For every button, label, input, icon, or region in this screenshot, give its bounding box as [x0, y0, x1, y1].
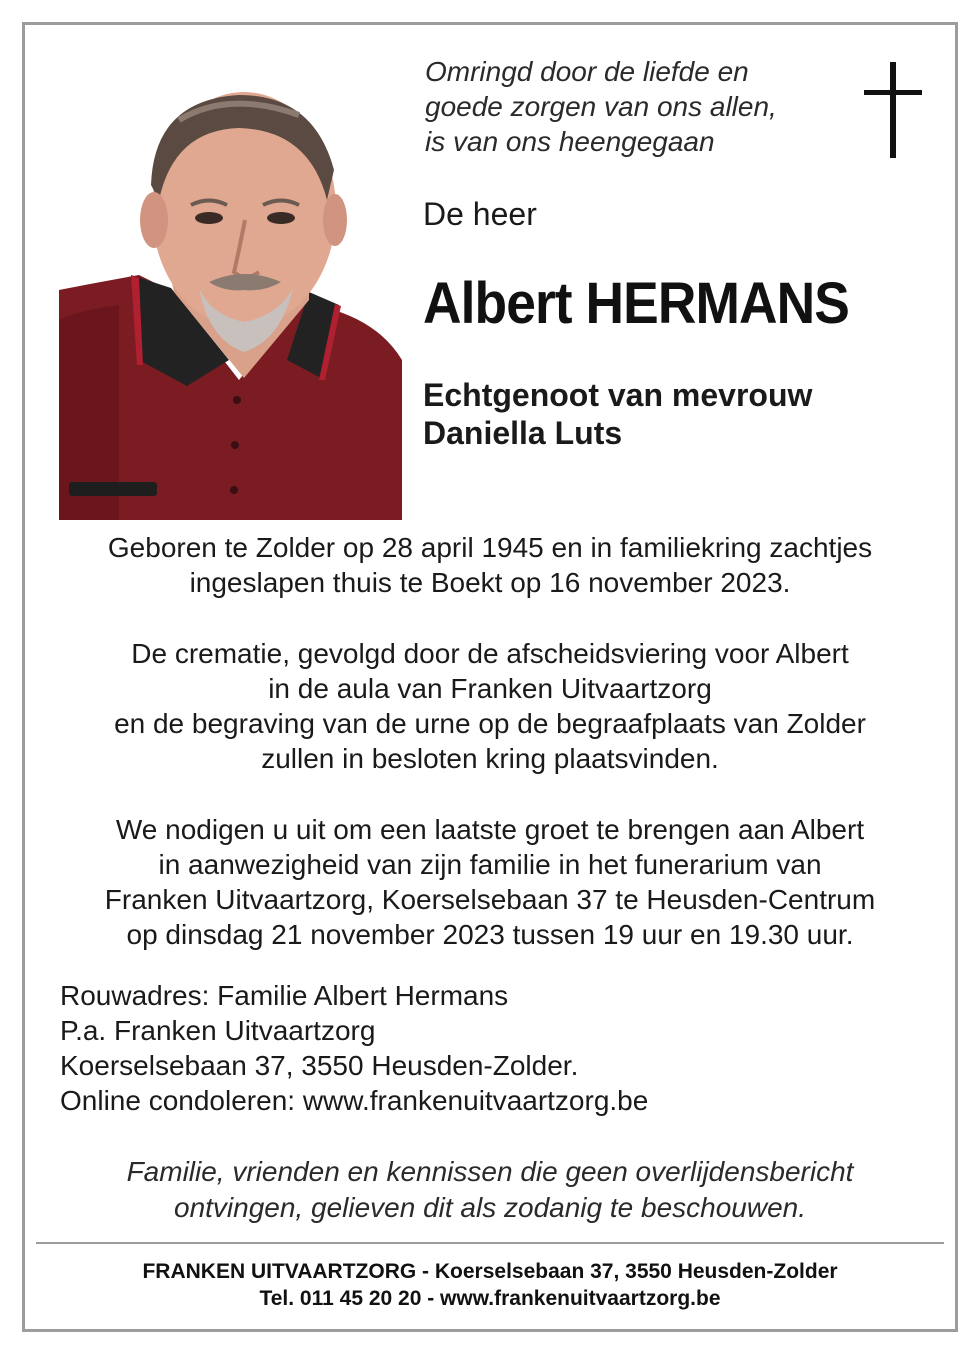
address-line: Rouwadres: Familie Albert Hermans: [60, 980, 509, 1011]
visit-line: op dinsdag 21 november 2023 tussen 19 uur en 19.30 uur.: [126, 919, 854, 950]
footer: [40, 1258, 940, 1312]
visitation-text: [40, 812, 940, 952]
visit-line: We nodigen u uit om een laatste groet te brengen aan Albert: [115, 814, 865, 845]
address-line: Online condoleren: www.frankenuitvaartzorg.be: [60, 1085, 649, 1116]
intro-line: Omringd door de liefde en: [425, 56, 749, 87]
mourning-address: [60, 978, 648, 1118]
notice-text: [40, 1154, 940, 1226]
address-line: P.a. Franken Uitvaartzorg: [60, 1015, 376, 1046]
intro-line: goede zorgen van ons allen,: [425, 91, 777, 122]
cremation-line: zullen in besloten kring plaatsvinden.: [261, 743, 719, 774]
notice-line: ontvingen, gelieven dit als zodanig te beschouwen.: [174, 1192, 806, 1223]
cross-icon: [864, 62, 922, 158]
address-line: Koerselsebaan 37, 3550 Heusden-Zolder.: [60, 1050, 579, 1081]
cremation-line: in de aula van Franken Uitvaartzorg: [268, 673, 712, 704]
born-line: Geboren te Zolder op 28 april 1945 en in familiekring zachtjes: [107, 532, 873, 563]
portrait-photo: [59, 60, 402, 520]
deceased-name: Albert HERMANS: [423, 271, 849, 336]
footer-line: Tel. 011 45 20 20 - www.frankenuitvaartzorg.be: [259, 1287, 721, 1310]
spouse-line: Echtgenoot van mevrouw: [423, 377, 813, 413]
cremation-line: en de begraving van de urne op de begraafplaats van Zolder: [114, 708, 866, 739]
salutation: De heer: [423, 196, 537, 232]
footer-divider: [36, 1242, 944, 1244]
notice-line: Familie, vrienden en kennissen die geen overlijdensbericht: [126, 1156, 854, 1187]
cremation-line: De crematie, gevolgd door de afscheidsviering voor Albert: [131, 638, 849, 669]
spouse-info: [423, 376, 812, 452]
spouse-line: Daniella Luts: [423, 415, 623, 451]
footer-line: FRANKEN UITVAARTZORG - Koerselsebaan 37, 3550 Heusden-Zolder: [142, 1260, 838, 1283]
visit-line: in aanwezigheid van zijn familie in het funerarium van: [158, 849, 822, 880]
birth-death-text: [40, 530, 940, 600]
intro-verse: [425, 54, 845, 159]
intro-line: is van ons heengegaan: [425, 126, 715, 157]
cremation-text: [40, 636, 940, 776]
visit-line: Franken Uitvaartzorg, Koerselsebaan 37 te Heusden-Centrum: [104, 884, 876, 915]
born-line: ingeslapen thuis te Boekt op 16 november 2023.: [189, 567, 791, 598]
